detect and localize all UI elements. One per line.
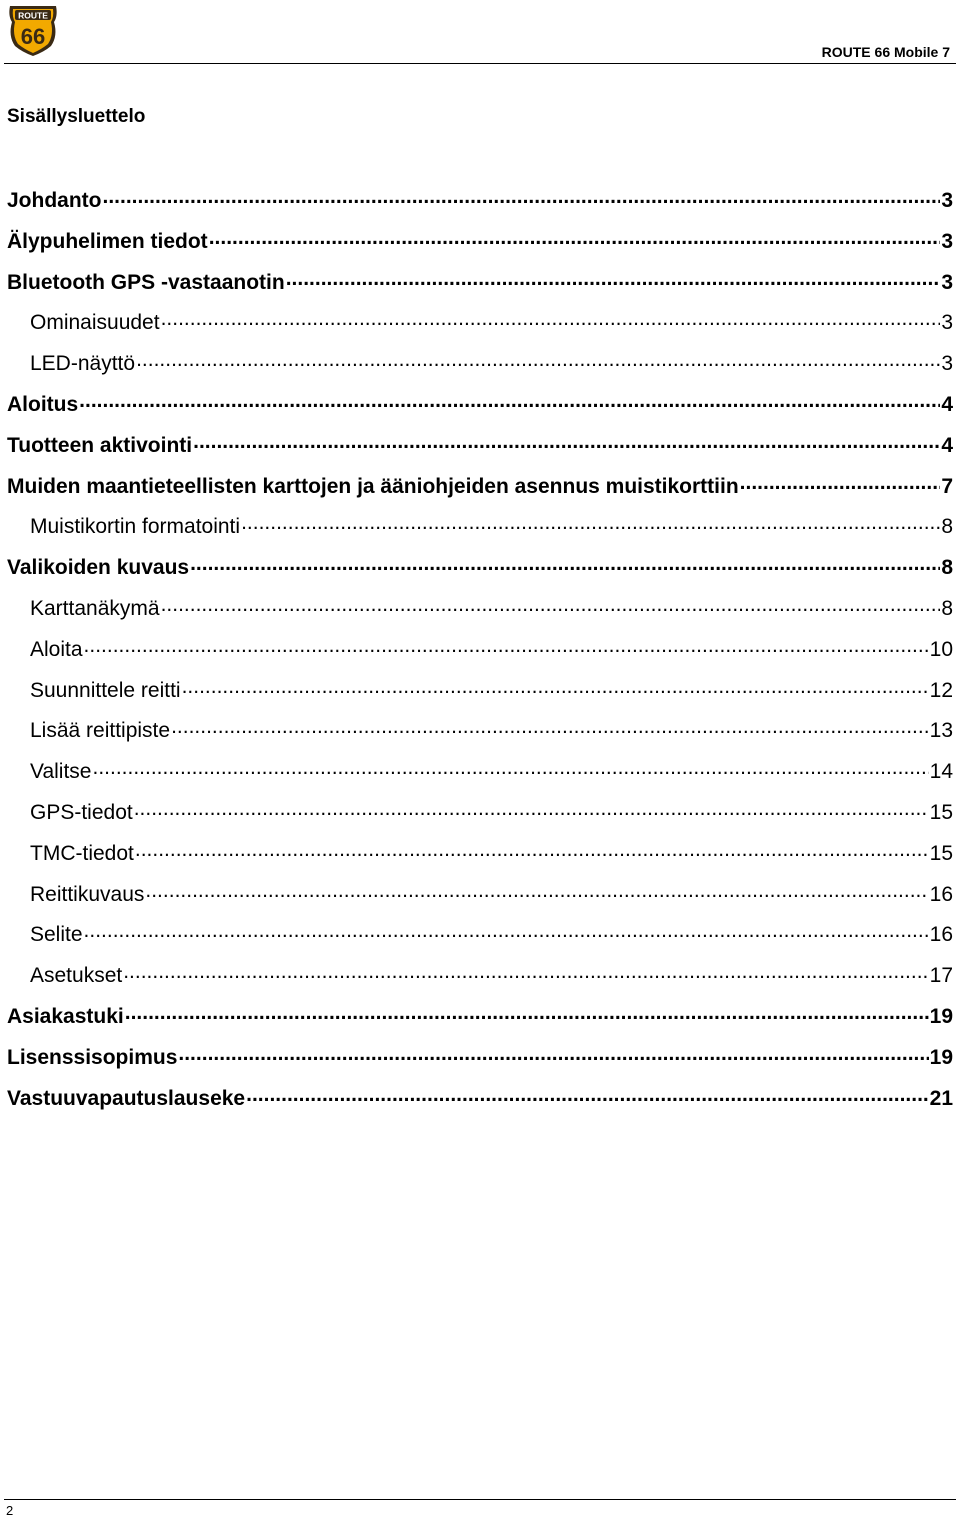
- toc-entry-page: 19: [929, 1045, 953, 1069]
- toc-entry[interactable]: [7, 713, 953, 754]
- toc-entry-title: Lisenssisopimus: [7, 1045, 178, 1069]
- toc-entry-title: Johdanto: [7, 189, 102, 212]
- toc-leader-dots: [161, 594, 941, 615]
- toc-entry-title: Karttanäkymä: [30, 596, 160, 620]
- toc-leader-dots: [286, 268, 941, 289]
- toc-leader-dots: [161, 308, 941, 329]
- toc-leader-dots: [193, 431, 940, 452]
- toc-entry[interactable]: [7, 591, 953, 632]
- document-title: ROUTE 66 Mobile 7: [821, 44, 950, 60]
- toc-entry-page: 16: [929, 923, 953, 947]
- toc-entry-title: Valikoiden kuvaus: [7, 556, 190, 580]
- logo-number-text: 66: [20, 24, 46, 49]
- toc-entry[interactable]: [7, 877, 953, 918]
- toc-entry[interactable]: [7, 754, 953, 795]
- toc-entry[interactable]: [7, 999, 953, 1040]
- toc-entry-title: LED-näyttö: [30, 352, 136, 376]
- header-divider: [4, 63, 956, 64]
- toc-entry-title: Aloita: [30, 637, 83, 661]
- toc-entry-title: Vastuuvapautuslauseke: [7, 1086, 246, 1110]
- toc-entry-title: Aloitus: [7, 392, 79, 416]
- toc-entry-title: Älypuhelimen tiedot: [7, 229, 208, 253]
- table-of-contents: [7, 183, 953, 1121]
- toc-entry[interactable]: [7, 387, 953, 428]
- toc-entry-title: Muistikortin formatointi: [30, 515, 241, 539]
- toc-entry-title: Ominaisuudet: [30, 311, 160, 335]
- toc-entry-page: 13: [929, 719, 953, 743]
- toc-leader-dots: [134, 798, 929, 819]
- toc-entry-title: Valitse: [30, 760, 92, 784]
- toc-leader-dots: [136, 349, 940, 370]
- toc-heading: Sisällysluettelo: [7, 106, 146, 127]
- toc-leader-dots: [92, 757, 928, 778]
- toc-entry-title: Reittikuvaus: [30, 882, 145, 906]
- toc-entry[interactable]: [7, 958, 953, 999]
- toc-entry-title: Asetukset: [30, 964, 123, 988]
- toc-entry-page: 8: [941, 556, 953, 580]
- toc-entry-page: 4: [941, 392, 953, 416]
- toc-leader-dots: [123, 961, 928, 982]
- toc-entry-page: 17: [929, 964, 953, 988]
- toc-entry[interactable]: [7, 346, 953, 387]
- toc-leader-dots: [182, 676, 929, 697]
- toc-leader-dots: [84, 920, 929, 941]
- toc-entry[interactable]: [7, 265, 953, 306]
- toc-entry-page: 16: [929, 882, 953, 906]
- toc-entry[interactable]: [7, 509, 953, 550]
- toc-entry[interactable]: [7, 428, 953, 469]
- toc-entry-page: 10: [929, 637, 953, 661]
- toc-leader-dots: [209, 227, 941, 248]
- toc-entry-title: TMC-tiedot: [30, 841, 134, 865]
- logo-route-text: ROUTE: [18, 10, 48, 21]
- toc-entry-title: Suunnittele reitti: [30, 678, 181, 702]
- toc-entry[interactable]: [7, 632, 953, 673]
- toc-entry-title: Muiden maantieteellisten karttojen ja ääniohjeiden asennus muistikorttiin: [7, 474, 739, 498]
- toc-leader-dots: [79, 390, 940, 411]
- toc-leader-dots: [135, 839, 929, 860]
- toc-entry-page: 3: [941, 352, 953, 376]
- toc-leader-dots: [178, 1043, 928, 1064]
- toc-leader-dots: [241, 512, 940, 533]
- toc-entry[interactable]: [7, 550, 953, 591]
- toc-entry-page: 7: [941, 474, 953, 498]
- toc-entry-page: 21: [929, 1086, 953, 1110]
- toc-entry-title: Selite: [30, 923, 83, 947]
- toc-entry-page: 8: [941, 596, 953, 620]
- toc-leader-dots: [171, 716, 929, 737]
- footer-divider: [4, 1499, 956, 1500]
- toc-entry-title: Asiakastuki: [7, 1004, 124, 1028]
- toc-entry-page: 19: [929, 1004, 953, 1028]
- page-number: 2: [6, 1503, 14, 1518]
- toc-entry[interactable]: [7, 1081, 953, 1122]
- toc-leader-dots: [103, 186, 941, 207]
- toc-entry-page: 14: [929, 760, 953, 784]
- toc-entry-title: GPS-tiedot: [30, 800, 133, 824]
- toc-entry-page: 3: [941, 189, 953, 212]
- toc-entry-page: 12: [929, 678, 953, 702]
- toc-entry-title: Tuotteen aktivointi: [7, 433, 193, 457]
- toc-entry-title: Bluetooth GPS -vastaanotin: [7, 270, 285, 294]
- toc-entry-title: Lisää reittipiste: [30, 719, 171, 743]
- toc-entry[interactable]: [7, 183, 953, 224]
- toc-entry[interactable]: [7, 469, 953, 510]
- toc-entry[interactable]: [7, 1040, 953, 1081]
- toc-entry[interactable]: [7, 917, 953, 958]
- toc-leader-dots: [246, 1084, 929, 1105]
- toc-entry-page: 3: [941, 270, 953, 294]
- toc-entry-page: 8: [941, 515, 953, 539]
- toc-entry[interactable]: [7, 305, 953, 346]
- toc-leader-dots: [145, 880, 928, 901]
- toc-leader-dots: [125, 1002, 929, 1023]
- toc-leader-dots: [740, 472, 941, 493]
- toc-entry[interactable]: [7, 673, 953, 714]
- toc-entry-page: 3: [941, 311, 953, 335]
- toc-entry[interactable]: [7, 224, 953, 265]
- toc-entry[interactable]: [7, 795, 953, 836]
- toc-entry-page: 4: [941, 433, 953, 457]
- route66-logo: [6, 2, 60, 58]
- toc-entry-page: 15: [929, 800, 953, 824]
- toc-leader-dots: [190, 553, 940, 574]
- toc-entry-page: 3: [941, 229, 953, 253]
- toc-leader-dots: [84, 635, 929, 656]
- toc-entry-page: 15: [929, 841, 953, 865]
- toc-entry[interactable]: [7, 836, 953, 877]
